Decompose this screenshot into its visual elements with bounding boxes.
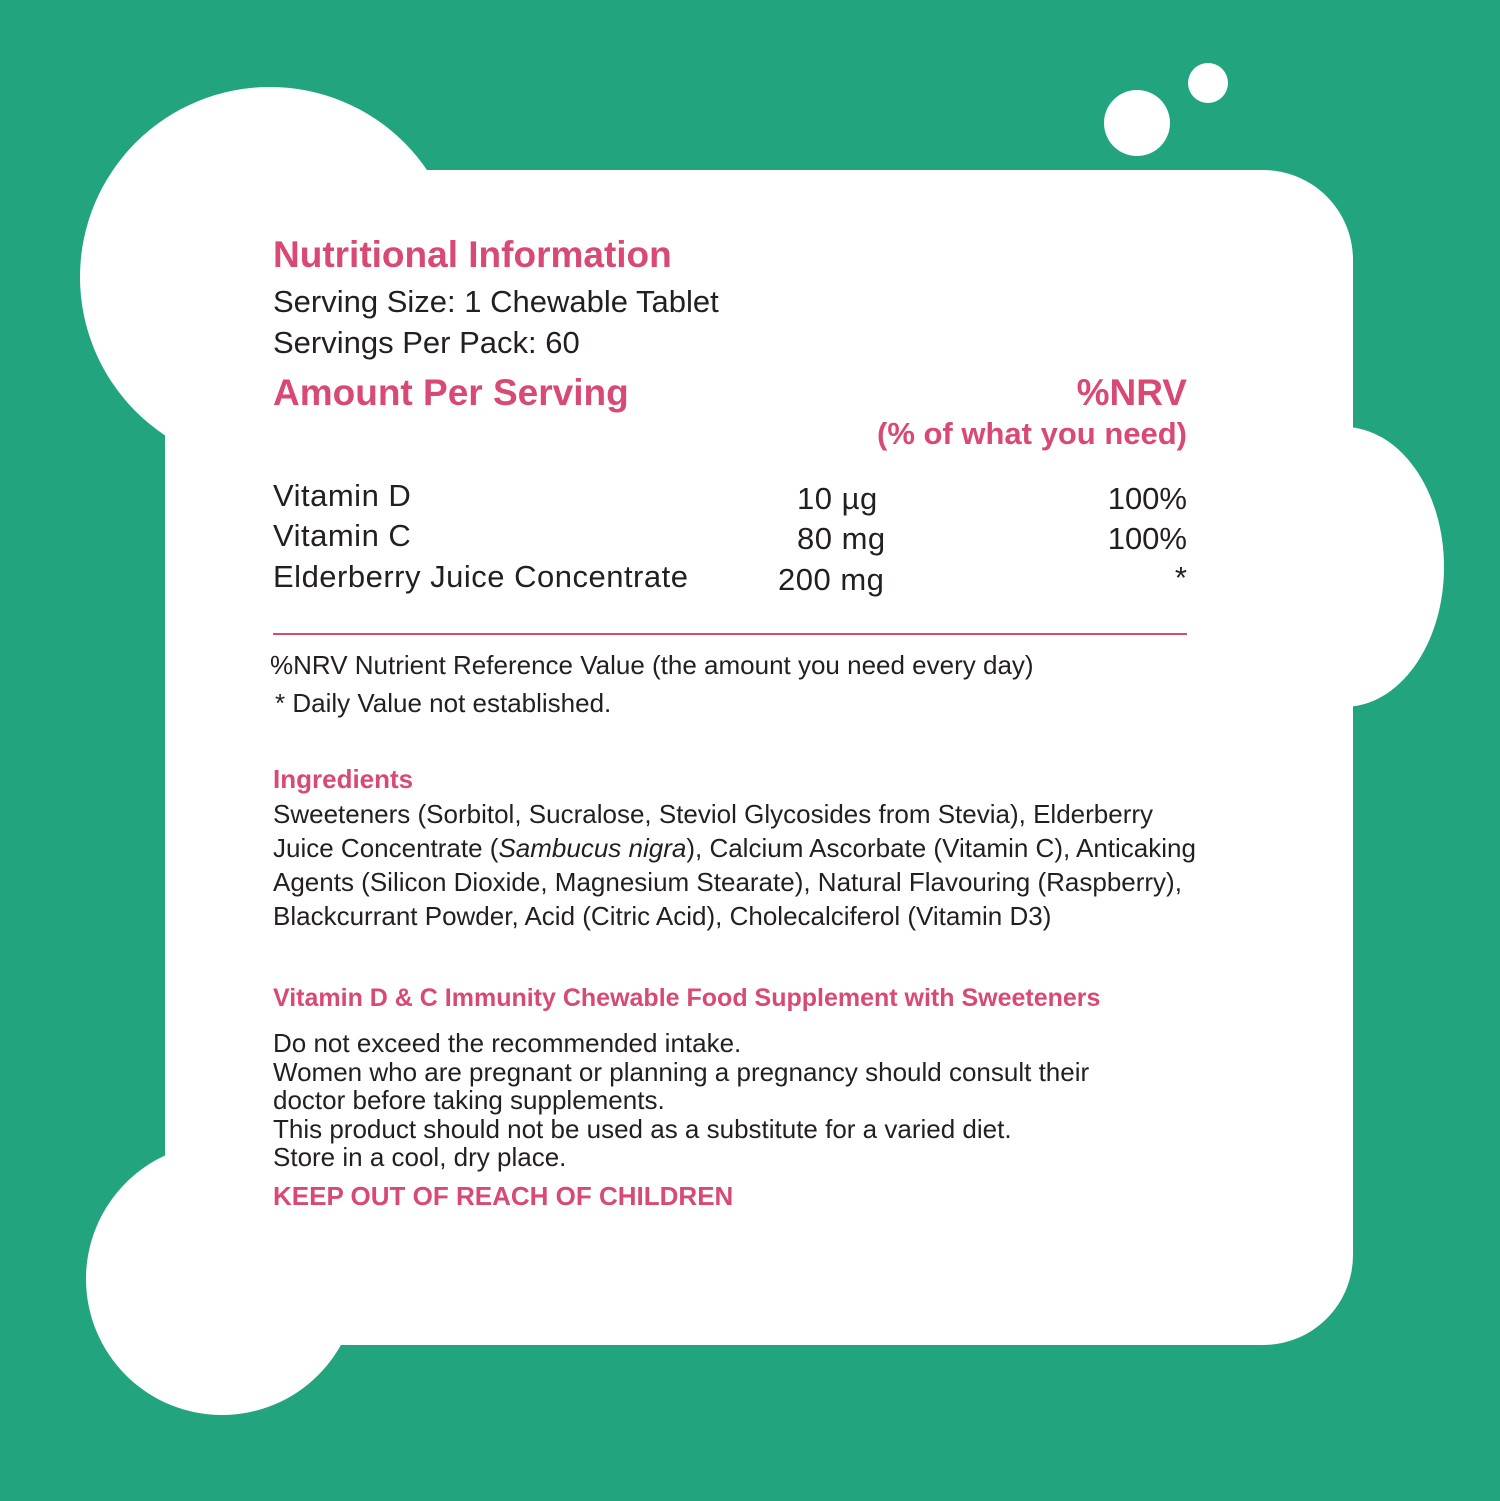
ingredients-heading: Ingredients (273, 764, 414, 794)
warning-line: doctor before taking supplements. (273, 1085, 665, 1115)
nutrient-nrv: 100% (1107, 521, 1187, 556)
daily-value-footnote: * Daily Value not established. (275, 688, 612, 718)
nrv-subheader: (% of what you need) (877, 416, 1187, 451)
warning-line: This product should not be used as a substitute for a varied diet. (273, 1113, 1012, 1144)
nutrient-name: Vitamin D (273, 478, 412, 513)
servings-per-pack: Servings Per Pack: 60 (273, 325, 580, 360)
warnings (273, 1029, 1203, 1172)
nutrient-amount: 10 µg (797, 481, 878, 516)
keep-out-warning: KEEP OUT OF REACH OF CHILDREN (273, 1181, 734, 1211)
nutrient-nrv: * (1174, 560, 1187, 595)
section-divider (273, 633, 1187, 635)
nutrient-name: Elderberry Juice Concentrate (273, 559, 689, 594)
warning-line: Women who are pregnant or planning a pregnancy should consult their (273, 1056, 1090, 1087)
serving-size: Serving Size: 1 Chewable Tablet (273, 284, 719, 319)
nutrient-amount: 80 mg (797, 521, 886, 556)
label-title: Nutritional Information (273, 234, 672, 275)
warning-line: Do not exceed the recommended intake. (273, 1028, 742, 1058)
latin-name: Sambucus nigra (498, 833, 687, 863)
warning-line: Store in a cool, dry place. (273, 1142, 567, 1172)
nutrient-nrv: 100% (1107, 481, 1187, 516)
ingredients-list: Sweeteners (Sorbitol, Sucralose, Steviol Glycosides from Stevia), Elderberry Juice Concentrate (Sambucus nigra), Calcium Ascorbate (Vitamin C), Anticaking Agents (Silicon Dioxide, Magnesium Stearate), Natural Flavouring (Raspberry), Blackcurrant Powder, Acid (Citric Acid), Cholecalciferol (Vitamin D3) (273, 799, 1196, 931)
nrv-footnote: %NRV Nutrient Reference Value (the amount you need every day) (270, 650, 1034, 680)
nrv-header: %NRV (1076, 372, 1187, 413)
amount-per-serving-header: Amount Per Serving (273, 372, 629, 413)
product-name: Vitamin D & C Immunity Chewable Food Supplement with Sweeteners (273, 984, 1101, 1012)
nutrient-amount: 200 mg (778, 562, 885, 597)
nutrient-name: Vitamin C (273, 518, 412, 553)
